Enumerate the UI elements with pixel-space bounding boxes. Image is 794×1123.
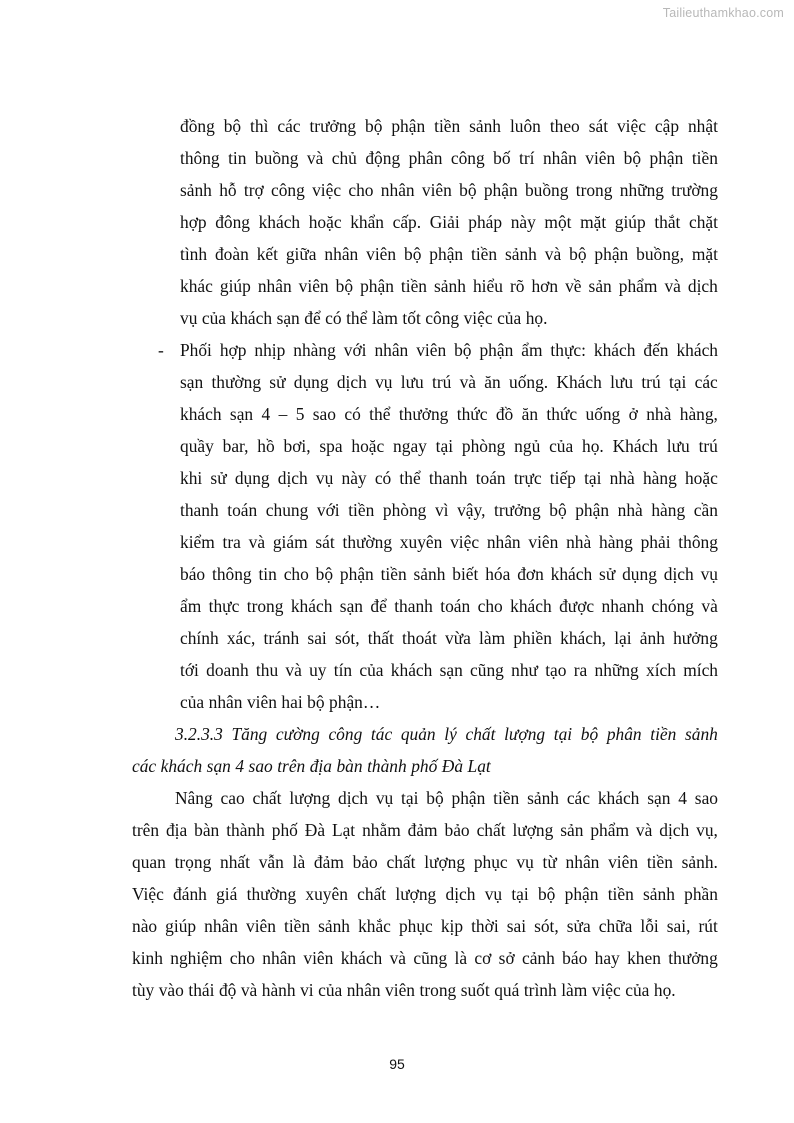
text-line: hợp đông khách hoặc khẩn cấp. Giải pháp này một mặt giúp thắt chặt	[180, 212, 718, 232]
text-line: tình đoàn kết giữa nhân viên bộ phận tiền sảnh và bộ phận buồng, mặt	[180, 244, 718, 264]
text-line: vụ của khách sạn để có thể làm tốt công việc của họ.	[180, 308, 548, 328]
text-line: kinh nghiệm cho nhân viên khách và cũng là cơ sở cảnh báo hay khen thưởng	[132, 948, 718, 968]
text-line: báo thông tin cho bộ phận tiền sảnh biết hóa đơn khách sử dụng dịch vụ	[180, 564, 718, 584]
text-line: khác giúp nhân viên bộ phận tiền sảnh hiểu rõ hơn về sản phẩm và dịch	[180, 276, 718, 296]
text-line: khi sử dụng dịch vụ này có thể thanh toán trực tiếp tại nhà hàng hoặc	[180, 468, 718, 488]
text-line: Việc đánh giá thường xuyên chất lượng dịch vụ tại bộ phận tiền sảnh phần	[132, 884, 718, 904]
text-line: thanh toán chung với tiền phòng vì vậy, trưởng bộ phận nhà hàng cần	[180, 500, 718, 520]
text-line: quầy bar, hồ bơi, spa hoặc ngay tại phòng ngủ của họ. Khách lưu trú	[180, 436, 718, 456]
text-line: Phối hợp nhịp nhàng với nhân viên bộ phận ẩm thực: khách đến khách	[180, 340, 718, 360]
section-heading-line: các khách sạn 4 sao trên địa bàn thành phố Đà Lạt	[132, 756, 491, 776]
text-line: kiểm tra và giám sát thường xuyên việc nhân viên nhà hàng phải thông	[180, 532, 718, 552]
text-line: tới doanh thu và uy tín của khách sạn cũng như tạo ra những xích mích	[180, 660, 718, 680]
text-line: nào giúp nhân viên tiền sảnh khắc phục kịp thời sai sót, sửa chữa lỗi sai, rút	[132, 916, 718, 936]
watermark: Tailieuthamkhao.com	[662, 6, 784, 20]
text-line: của nhân viên hai bộ phận…	[180, 692, 381, 712]
text-line: đồng bộ thì các trưởng bộ phận tiền sảnh luôn theo sát việc cập nhật	[180, 116, 718, 136]
text-line: chính xác, tránh sai sót, thất thoát vừa làm phiền khách, lại ảnh hưởng	[180, 628, 718, 648]
text-line: tùy vào thái độ và hành vi của nhân viên trong suốt quá trình làm việc của họ.	[132, 980, 676, 1000]
text-line: Nâng cao chất lượng dịch vụ tại bộ phận tiền sảnh các khách sạn 4 sao	[175, 788, 718, 808]
bullet-marker: -	[158, 340, 164, 360]
text-line: sảnh hỗ trợ công việc cho nhân viên bộ phận buồng trong những trường	[180, 180, 718, 200]
text-line: sạn thường sử dụng dịch vụ lưu trú và ăn uống. Khách lưu trú tại các	[180, 372, 718, 392]
text-line: ẩm thực trong khách sạn để thanh toán cho khách được nhanh chóng và	[180, 596, 718, 616]
page-number: 95	[389, 1056, 405, 1072]
text-line: trên địa bàn thành phố Đà Lạt nhằm đảm bảo chất lượng sản phẩm và dịch vụ,	[132, 820, 718, 840]
text-line: thông tin buồng và chủ động phân công bố trí nhân viên bộ phận tiền	[180, 148, 718, 168]
section-heading-line: 3.2.3.3 Tăng cường công tác quản lý chất lượng tại bộ phân tiền sảnh	[175, 724, 718, 744]
text-line: khách sạn 4 – 5 sao có thể thưởng thức đồ ăn thức uống ở nhà hàng,	[180, 404, 718, 424]
text-line: quan trọng nhất vẫn là đảm bảo chất lượng phục vụ từ nhân viên tiền sảnh.	[132, 852, 718, 872]
